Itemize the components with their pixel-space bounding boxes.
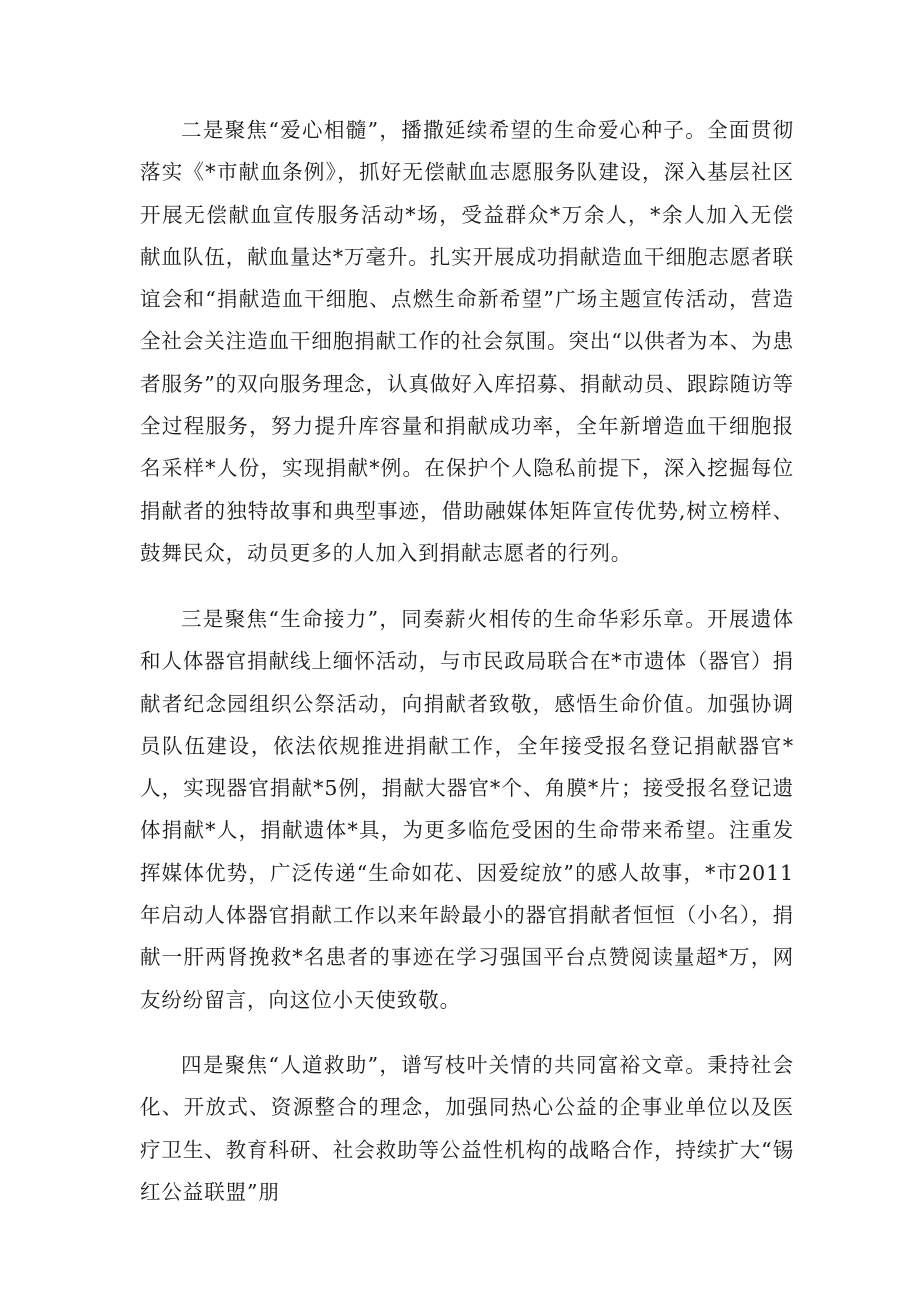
paragraph-blood-donation: 二是聚焦“爱心相髓”，播撒延续希望的生命爱心种子。全面贯彻落实《*市献血条例》，抓好无偿献血志愿服务队建设，深入基层社区开展无偿献血宣传服务活动*场，受益群众*万余人，*余人加入无偿献血队伍，献血量达*万毫升。扎实开展成功捐献造血干细胞志愿者联谊会和“捐献造血干细胞、点燃生命新希望”广场主题宣传活动，营造全社会关注造血干细胞捐献工作的社会氛围。突出“以供者为本、为患者服务”的双向服务理念，认真做好入库招募、捐献动员、跟踪随访等全过程服务，努力提升库容量和捐献成功率，全年新增造血干细胞报名采样*人份，实现捐献*例。在保护个人隐私前提下，深入挖掘每位捐献者的独特故事和典型事迹，借助融媒体矩阵宣传优势,树立榜样、鼓舞民众，动员更多的人加入到捐献志愿者的行列。 bbox=[140, 118, 794, 565]
paragraph-humanitarian-aid: 四是聚焦“人道救助”，谱写枝叶关情的共同富裕文章。秉持社会化、开放式、资源整合的理念，加强同热心公益的企事业单位以及医疗卫生、教育科研、社会救助等公益性机构的战略合作，持续扩大“锡红公益联盟”朋 bbox=[140, 1053, 794, 1204]
paragraph-organ-donation: 三是聚焦“生命接力”，同奏薪火相传的生命华彩乐章。开展遗体和人体器官捐献线上缅怀活动，与市民政局联合在*市遗体（器官）捐献者纪念园组织公祭活动，向捐献者致敬，感悟生命价值。加强协调员队伍建设，依法依规推进捐献工作，全年接受报名登记捐献器官*人，实现器官捐献*5例，捐献大器官*个、角膜*片；接受报名登记遗体捐献*人，捐献遗体*具，为更多临危受困的生命带来希望。注重发挥媒体优势，广泛传递“生命如花、因爱绽放”的感人故事，*市2011年启动人体器官捐献工作以来年龄最小的器官捐献者恒恒（小名），捐献一肝两肾挽救*名患者的事迹在学习强国平台点赞阅读量超*万，网友纷纷留言，向这位小天使致敬。 bbox=[140, 607, 794, 1012]
